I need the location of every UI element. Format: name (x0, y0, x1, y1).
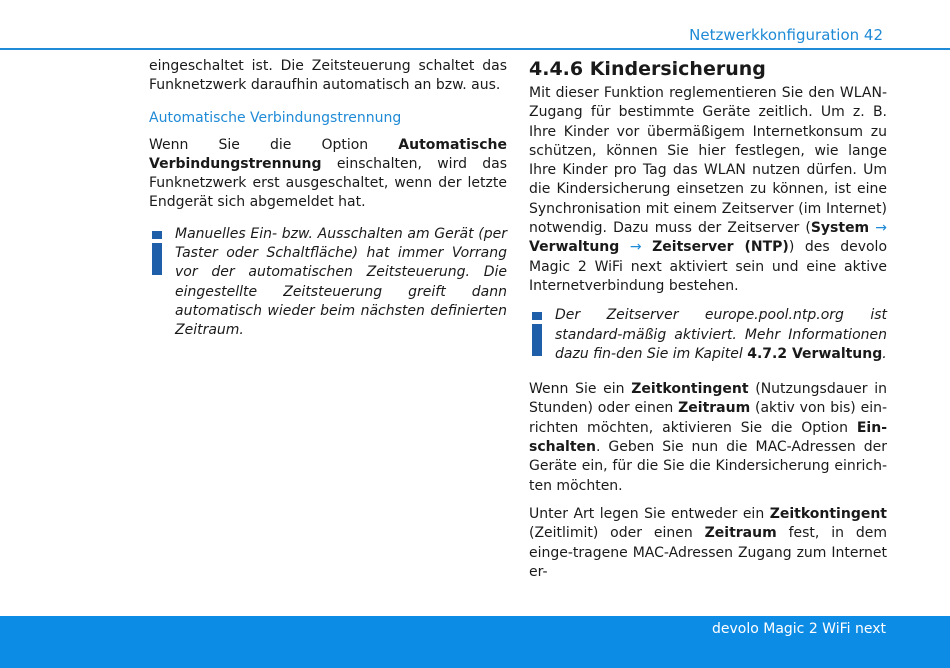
info-icon (149, 231, 165, 275)
info-note-text: Manuelles Ein- bzw. Ausschalten am Gerät (per Taster oder Schaltfläche) hat immer Vorrang vor der automatischen Zeitsteuerung. Die eingestellte Zeitsteuerung greift dann automatisch wieder beim nächsten definierten Zeitraum. (175, 225, 507, 339)
page-header-title: Netzwerkkonfiguration 42 (689, 26, 883, 44)
info-icon (529, 312, 545, 356)
footer-product-name: devolo Magic 2 WiFi next (711, 621, 886, 637)
left-paragraph-1: eingeschaltet ist. Die Zeitsteuerung schaltet das Funknetzwerk daraufhin automatisch an bzw. aus. (149, 58, 507, 94)
info-note-right (529, 306, 887, 364)
right-paragraph-3: Unter Art legen Sie entweder ein Zeitkontingent (Zeitlimit) oder einen Zeitraum fest, in dem einge-tragene MAC-Adressen Zugang zum Internet er- (529, 505, 888, 580)
right-paragraph-2: Wenn Sie ein Zeitkontingent (Nutzungsdauer in Stunden) oder einen Zeitraum (aktiv von bis) ein-richten möchten, aktivieren Sie die Option Ein-schalten. Geben Sie nun die MAC-Adressen der Geräte ein, für die Sie die Kindersicherung einrich-ten möchten. (529, 381, 888, 494)
left-paragraph-2: Wenn Sie die Option Automatische Verbindungstrennung einschalten, wird das Funknetzwerk erst ausgeschaltet, wenn der letzte Endgerät sich abgemeldet hat. (149, 136, 507, 211)
info-note-left (149, 225, 507, 341)
right-paragraph-1: Mit dieser Funktion reglementieren Sie den WLAN-Zugang für bestimmte Geräte zeitlich. Um z. B. Ihre Kinder vor übermäßigem Internetkonsum zu schützen, können Sie hier festlegen, wie lange Ihre Kinder pro Tag das WLAN nutzen dürfen. Um die Kindersicherung einsetzen zu können, ist eine Synchronisation mit einem Zeitserver (im Internet) notwendig. Dazu muss der Zeitserver (System → Verwaltung → Zeitserver (NTP)) des devolo Magic 2 WiFi next aktiviert sein und eine aktive Internetverbindung bestehen. (529, 85, 888, 294)
info-note-text: Der Zeitserver europe.pool.ntp.org ist standard-mäßig aktiviert. Mehr Informationen dazu fin-den Sie im Kapitel 4.7.2 Verwaltung. (555, 307, 887, 362)
section-title: 4.4.6 Kindersicherung (529, 58, 766, 80)
subheading-verbindungstrennung: Automatische Verbindungstrennung (149, 109, 402, 126)
right-column (529, 57, 887, 582)
header-rule (0, 48, 950, 50)
footer-bar (0, 616, 950, 668)
left-column (149, 57, 507, 341)
